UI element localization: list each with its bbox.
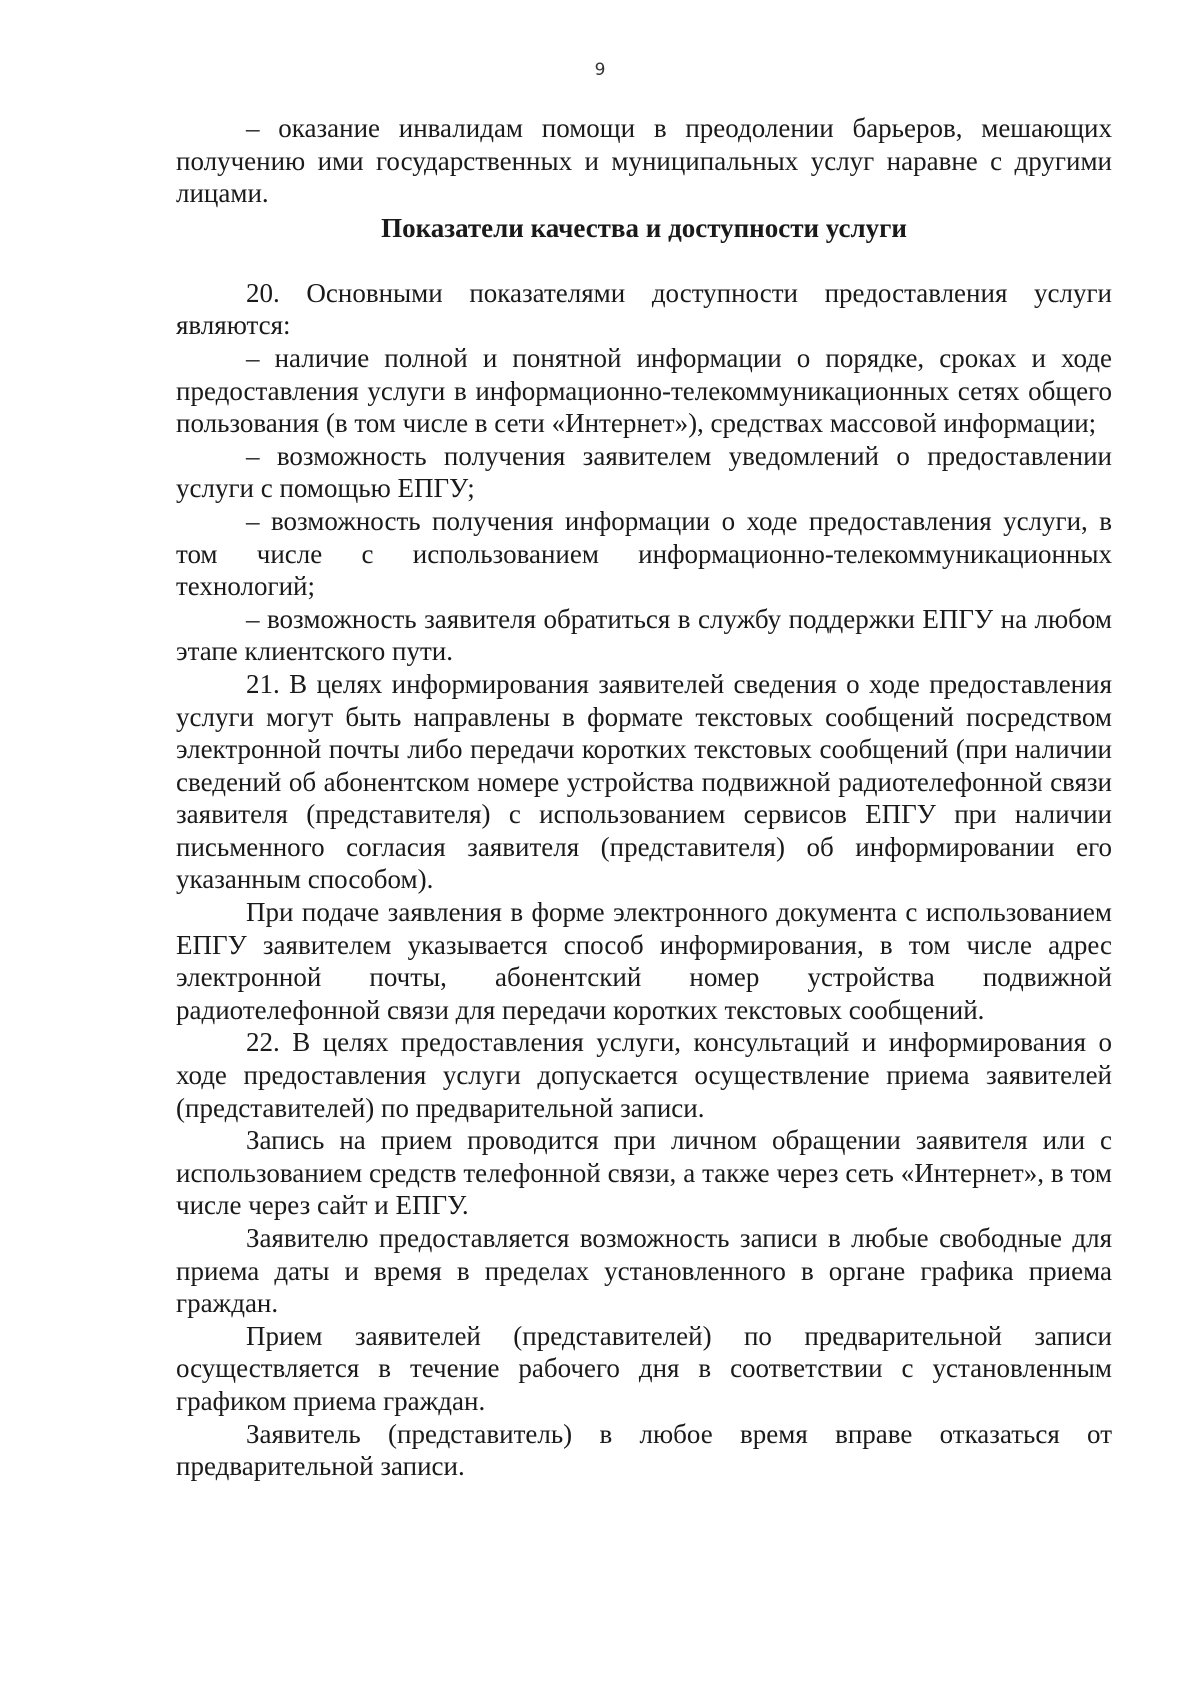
page-number: 9 xyxy=(594,60,606,80)
paragraph: – возможность получения информации о ходе предоставления услуги, в том числе с использованием информационно-телекоммуникационных технологий; xyxy=(176,505,1112,602)
paragraph: Заявителю предоставляется возможность записи в любые свободные для приема даты и время в пределах установленного в органе графика приема граждан. xyxy=(176,1223,1112,1319)
paragraph: 22. В целях предоставления услуги, консультаций и информирования о ходе предоставления услуги допускается осуществление приема заявителей (представителей) по предварительной записи. xyxy=(176,1027,1112,1123)
paragraph: Прием заявителей (представителей) по предварительной записи осуществляется в течение рабочего дня в соответствии с установленным графиком приема граждан. xyxy=(176,1320,1112,1416)
paragraph: Запись на прием проводится при личном обращении заявителя или с использованием средств телефонной связи, а также через сеть «Интернет», в том числе через сайт и ЕПГУ. xyxy=(176,1125,1112,1221)
paragraph: При подаче заявления в форме электронного документа с использованием ЕПГУ заявителем указывается способ информирования, в том числе адрес электронной почты, абонентский номер устройства подвижной радиотелефонной связи для передачи коротких текстовых сообщений. xyxy=(176,897,1112,1025)
document-body xyxy=(176,112,1112,1483)
paragraph: – возможность получения заявителем уведомлений о предоставлении услуги с помощью ЕПГУ; xyxy=(176,440,1112,504)
paragraph: Заявитель (представитель) в любое время вправе отказаться от предварительной записи. xyxy=(176,1418,1112,1482)
section-heading: Показатели качества и доступности услуги xyxy=(381,212,907,243)
paragraph: – возможность заявителя обратиться в службу поддержки ЕПГУ на любом этапе клиентского пути. xyxy=(176,603,1112,667)
paragraph: – наличие полной и понятной информации о порядке, сроках и ходе предоставления услуги в информационно-телекоммуникационных сетях общего пользования (в том числе в сети «Интернет»), средствах массовой информации; xyxy=(176,342,1112,439)
paragraph: 20. Основными показателями доступности предоставления услуги являются: xyxy=(176,277,1112,341)
paragraph: – оказание инвалидам помощи в преодолении барьеров, мешающих получению ими государственных и муниципальных услуг наравне с другими лицами. xyxy=(176,113,1112,209)
paragraph: 21. В целях информирования заявителей сведения о ходе предоставления услуги могут быть направлены в формате текстовых сообщений посредством электронной почты либо передачи коротких текстовых сообщений (при наличии сведений об абонентском номере устройства подвижной радиотелефонной связи заявителя (представителя) с использованием сервисов ЕПГУ при наличии письменного согласия заявителя (представителя) об информировании его указанным способом). xyxy=(176,668,1112,895)
